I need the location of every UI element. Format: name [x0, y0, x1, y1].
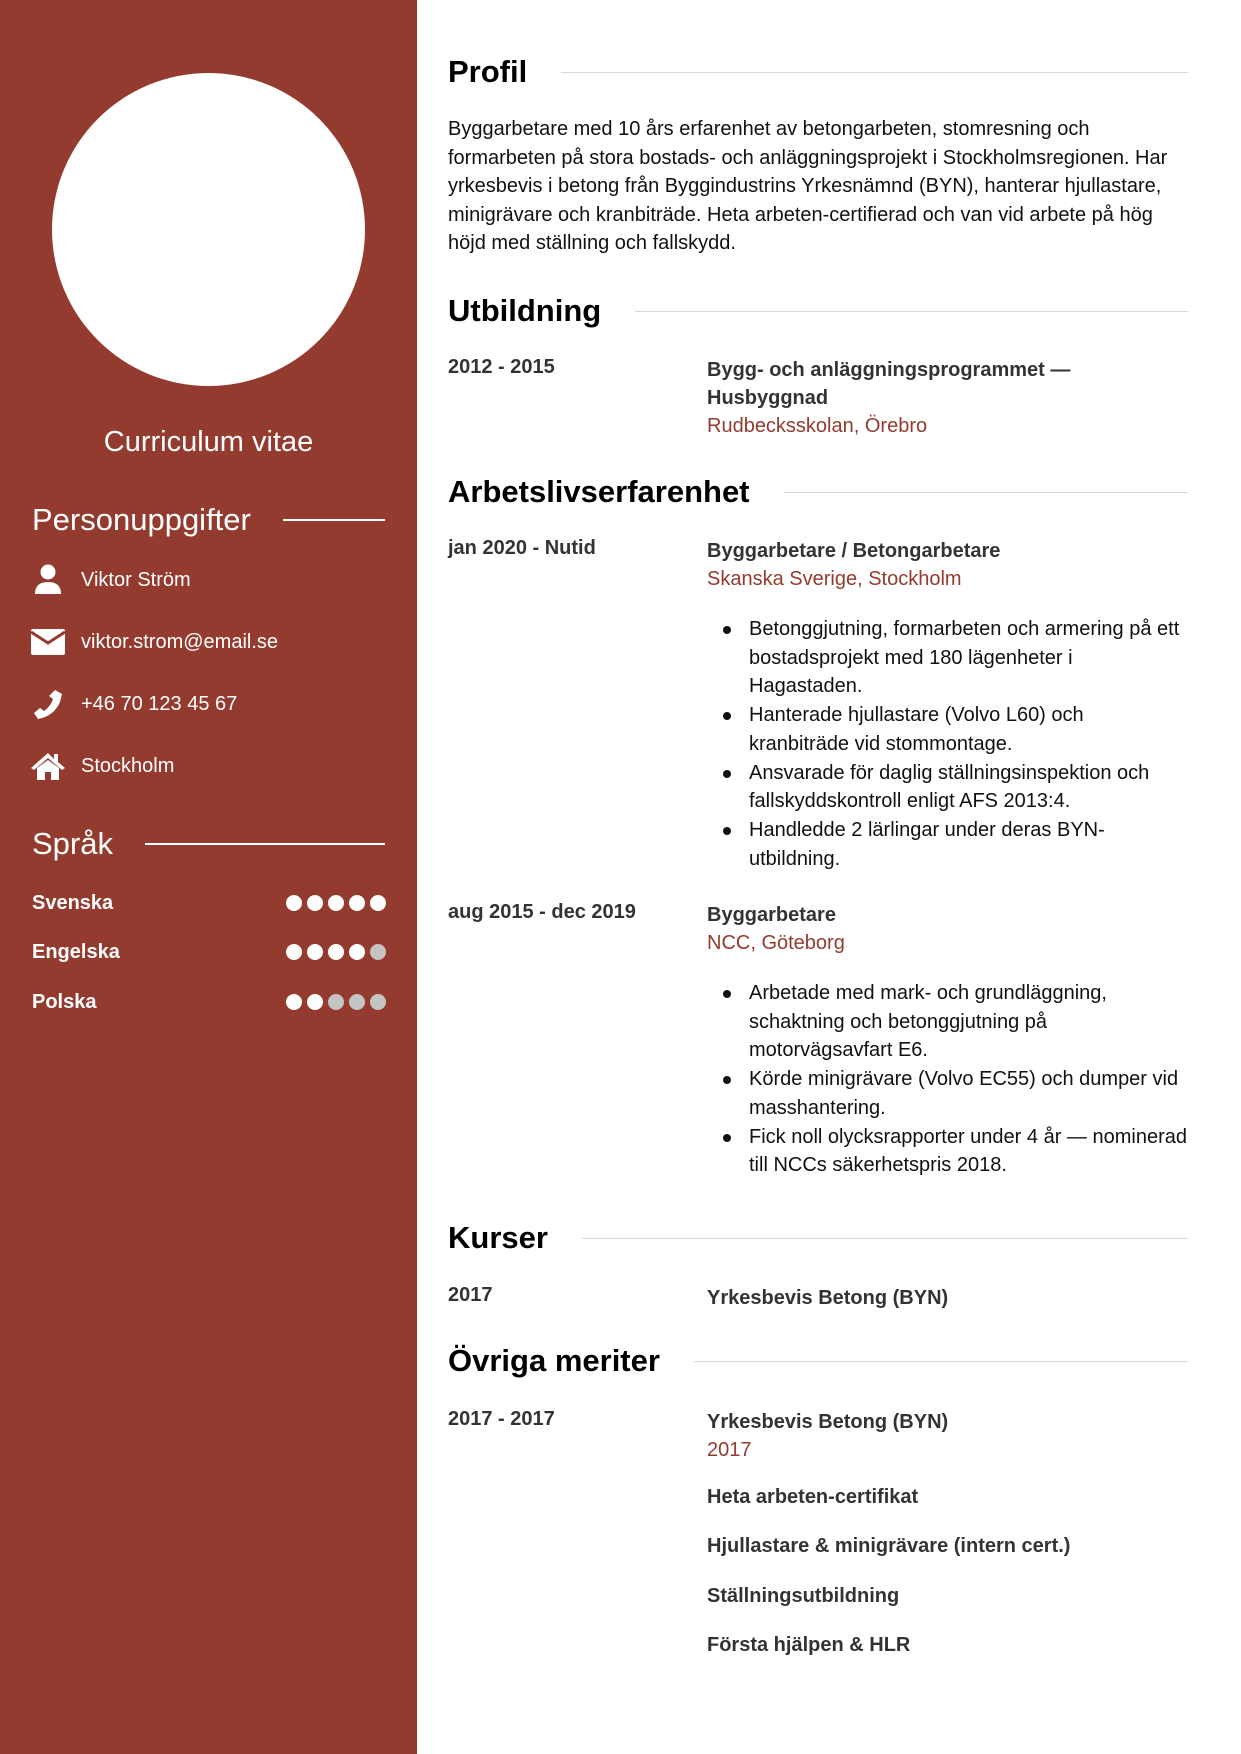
divider [145, 843, 385, 845]
merit-item: Heta arbeten-certifikat [707, 1486, 919, 1508]
entry-date: 2017 - 2017 [448, 1408, 555, 1430]
divider [784, 492, 1188, 493]
entry-bullets [707, 615, 1188, 873]
entry-title: Yrkesbevis Betong (BYN) [707, 1287, 949, 1309]
level-dot-filled [328, 944, 344, 960]
personal-info-heading-label: Personuppgifter [32, 502, 251, 537]
contact-name-text: Viktor Ström [81, 568, 191, 591]
level-dot-empty [349, 994, 365, 1010]
level-dot-filled [370, 895, 386, 911]
profile-summary: Byggarbetare med 10 års erfarenhet av betongarbeten, stomresning och formarbeten på stora bostads- och anläggningsprojekt i Stockholmsregionen. Har yrkesbevis i betong från Byggindustrins Yrkesnämnd (BYN), hanterar hjullastare, minigrävare och kranbiträde. Heta arbeten-certifierad och van vid arbete på hög höjd med ställning och fallskydd. [448, 118, 1168, 255]
entry-org: NCC, Göteborg [707, 932, 845, 954]
language-row [32, 937, 386, 967]
language-name: Polska [32, 990, 97, 1013]
entry-body [707, 1408, 1188, 1464]
level-dot-filled [307, 994, 323, 1010]
contact-phone-text[interactable]: +46 70 123 45 67 [81, 692, 238, 715]
entry-bullets [707, 979, 1188, 1180]
contact-name [30, 560, 191, 600]
level-dot-empty [328, 994, 344, 1010]
person-icon [30, 562, 66, 598]
merit-item: Första hjälpen & HLR [707, 1634, 911, 1656]
divider [582, 1238, 1188, 1239]
language-level-dots [286, 944, 386, 960]
level-dot-filled [328, 895, 344, 911]
merit-item: Ställningsutbildning [707, 1585, 900, 1607]
language-level-dots [286, 994, 386, 1010]
experience-heading-title: Arbetslivserfarenhet [448, 474, 750, 509]
language-row [32, 987, 386, 1017]
level-dot-filled [286, 944, 302, 960]
entry-title: Yrkesbevis Betong (BYN) [707, 1411, 949, 1433]
bullet-item: Handledde 2 lärlingar under deras BYN-utbildning. [749, 816, 1188, 873]
language-name: Engelska [32, 940, 120, 963]
level-dot-empty [370, 944, 386, 960]
level-dot-filled [286, 994, 302, 1010]
personal-info-heading [32, 502, 385, 538]
entry-date: 2017 [448, 1284, 493, 1306]
entry-date: aug 2015 - dec 2019 [448, 901, 636, 923]
languages-heading [32, 826, 385, 862]
bullet-item: Hanterade hjullastare (Volvo L60) och kranbiträde vid stommontage. [749, 701, 1188, 758]
education-heading-title: Utbildning [448, 293, 602, 328]
level-dot-filled [349, 895, 365, 911]
contact-location-text: Stockholm [81, 754, 175, 777]
merits-heading [448, 1343, 1188, 1379]
sidebar [0, 0, 417, 1754]
language-row [32, 888, 386, 918]
level-dot-filled [307, 895, 323, 911]
education-heading [448, 293, 1188, 329]
courses-heading-title: Kurser [448, 1220, 548, 1255]
level-dot-filled [286, 895, 302, 911]
bullet-item: Ansvarade för daglig ställningsinspektion och fallskyddskontroll enligt AFS 2013:4. [749, 759, 1188, 816]
experience-heading [448, 474, 1188, 510]
entry-body [707, 1284, 1188, 1312]
entry-title: Bygg- och anläggningsprogrammet — Husbyggnad [707, 359, 1071, 409]
cv-title: Curriculum vitae [103, 426, 314, 458]
entry-title: Byggarbetare [707, 904, 836, 926]
entry-date: 2012 - 2015 [448, 356, 555, 378]
contact-email[interactable] [30, 622, 278, 662]
entry-title: Byggarbetare / Betongarbetare [707, 540, 1001, 562]
divider [635, 311, 1188, 312]
bullet-item: Körde minigrävare (Volvo EC55) och dumper vid masshantering. [749, 1065, 1188, 1122]
bullet-item: Betonggjutning, formarbeten och armering på ett bostadsprojekt med 180 lägenheter i Hagastaden. [749, 615, 1188, 701]
divider [694, 1361, 1188, 1362]
entry-date: jan 2020 - Nutid [448, 537, 596, 559]
bullet-item: Fick noll olycksrapporter under 4 år — nominerad till NCCs säkerhetspris 2018. [749, 1123, 1188, 1180]
contact-location [30, 746, 174, 786]
bullet-item: Arbetade med mark- och grundläggning, schaktning och betonggjutning på motorvägsavfart E6. [749, 979, 1188, 1065]
profile-photo-placeholder [52, 73, 365, 386]
merit-item: Hjullastare & minigrävare (intern cert.) [707, 1535, 1071, 1557]
level-dot-empty [370, 994, 386, 1010]
courses-heading [448, 1220, 1188, 1256]
envelope-icon [30, 624, 66, 660]
home-icon [30, 748, 66, 784]
entry-org: Rudbecksskolan, Örebro [707, 415, 928, 437]
language-level-dots [286, 895, 386, 911]
entry-org: 2017 [707, 1439, 752, 1461]
entry-body [707, 901, 1188, 1180]
language-name: Svenska [32, 891, 114, 914]
entry-org: Skanska Sverige, Stockholm [707, 568, 962, 590]
contact-phone[interactable] [30, 684, 237, 724]
merits-heading-title: Övriga meriter [448, 1343, 660, 1378]
phone-icon [30, 686, 66, 722]
level-dot-filled [349, 944, 365, 960]
profile-heading-title: Profil [448, 54, 528, 89]
languages-heading-label: Språk [32, 826, 113, 861]
entry-body [707, 356, 1188, 440]
divider [561, 72, 1188, 73]
divider [283, 519, 385, 521]
contact-email-text[interactable]: viktor.strom@email.se [81, 630, 279, 653]
profile-heading [448, 54, 1188, 90]
entry-body [707, 537, 1188, 873]
level-dot-filled [307, 944, 323, 960]
